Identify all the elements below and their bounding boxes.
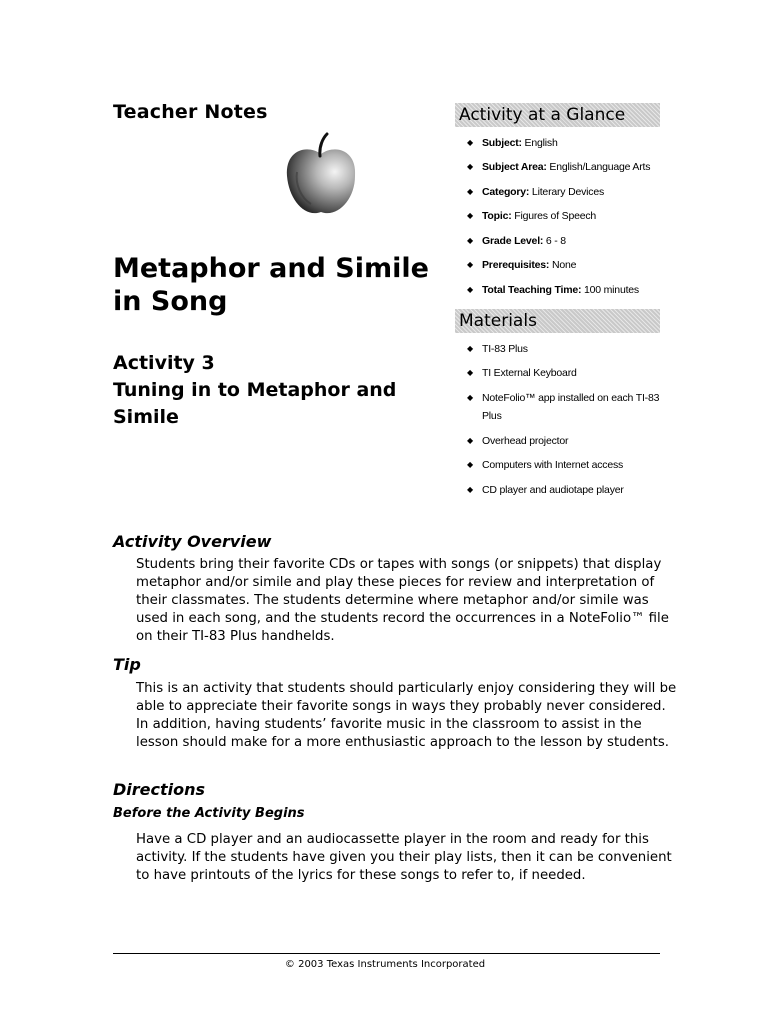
overview-body [136,556,669,646]
glance-item-label: Prerequisites: [482,259,550,271]
page-title [113,252,433,318]
diamond-bullet-icon: ◆ [467,235,473,245]
glance-item [455,134,660,152]
activity-line-2: Tuning in to Metaphor and [113,379,397,401]
diamond-bullet-icon: ◆ [467,260,473,269]
glance-item-value: 100 minutes [581,283,639,296]
materials-item-text: CD player and audiotape player [482,484,624,497]
materials-item-text: Computers with Internet access [482,459,624,472]
activity-line-3: Simile [113,406,179,428]
glance-item [455,207,660,225]
glance-item-value: 6 - 8 [543,234,566,247]
activity-line-1: Activity 3 [113,352,215,374]
glance-item-value: Literary Devices [529,185,605,198]
tip-line: In addition, having students’ favorite music in the classroom to assist in the [136,717,642,732]
glance-item [455,158,660,176]
apple-icon [283,132,359,218]
tip-line: able to appreciate their favorite songs in ways they probably never considered. [136,699,666,714]
glance-list [455,134,660,299]
materials-item-text: NoteFolio™ app installed on each TI-83 Plus [482,392,660,423]
tip-heading: Tip [113,655,141,674]
materials-item [455,432,660,450]
materials-box [455,309,660,499]
glance-item-label: Subject: [482,136,522,149]
diamond-bullet-icon: ◆ [467,211,473,220]
tip-line: lesson should make for a more enthusiastic approach to the lesson by students. [136,735,670,750]
directions-line: activity. If the students have given you their play lists, then it can be convenient [136,850,672,865]
footer-copyright [0,959,770,970]
glance-item-label: Subject Area: [482,161,547,173]
materials-item [455,389,660,425]
diamond-bullet-icon: ◆ [467,460,473,470]
tip-line: This is an activity that students should particularly enjoy considering they will be [136,681,677,696]
materials-item-text: Overhead projector [482,434,569,447]
teacher-notes-label: Teacher Notes [113,101,268,123]
diamond-bullet-icon: ◆ [467,343,473,353]
glance-item-value: Figures of Speech [511,210,597,222]
overview-line: used in each song, and the students record the occurrences in a NoteFolio™ file [136,611,669,626]
materials-item [455,364,660,382]
glance-item-label: Grade Level: [482,234,544,247]
materials-item-text: TI External Keyboard [482,367,577,380]
materials-item [455,456,660,474]
glance-item [455,183,660,201]
materials-item [455,340,660,358]
diamond-bullet-icon: ◆ [467,393,473,403]
tip-body [136,680,677,752]
diamond-bullet-icon: ◆ [467,186,473,196]
diamond-bullet-icon: ◆ [467,368,473,378]
activity-at-a-glance [455,103,660,299]
directions-line: to have printouts of the lyrics for these songs to refer to, if needed. [136,868,586,883]
copyright-text: © 2003 Texas Instruments Incorporated [284,959,486,970]
glance-item [455,232,660,250]
title-line-1: Metaphor and Simile [113,253,429,284]
glance-item [455,281,660,299]
glance-item-value: English/Language Arts [546,161,651,173]
glance-item-label: Category: [482,185,530,198]
directions-body [136,831,672,885]
glance-item-value: English [521,136,558,149]
materials-heading: Materials [455,309,660,333]
materials-item [455,481,660,499]
directions-heading: Directions [113,780,206,799]
footer-divider [113,953,660,954]
overview-line: on their TI-83 Plus handhelds. [136,629,335,644]
glance-item-label: Total Teaching Time: [482,283,582,296]
glance-item [455,256,660,274]
materials-list [455,340,660,499]
activity-title [113,350,413,431]
materials-item-text: TI-83 Plus [482,342,528,355]
title-line-2: in Song [113,286,228,317]
diamond-bullet-icon: ◆ [467,485,473,495]
overview-line: Students bring their favorite CDs or tapes with songs (or snippets) that display [136,557,662,572]
overview-line: their classmates. The students determine where metaphor and/or simile was [136,593,649,608]
overview-heading: Activity Overview [113,532,272,551]
glance-item-label: Topic: [482,210,512,222]
diamond-bullet-icon: ◆ [467,137,473,147]
diamond-bullet-icon: ◆ [467,435,473,445]
diamond-bullet-icon: ◆ [467,162,473,171]
overview-line: metaphor and/or simile and play these pieces for review and interpretation of [136,575,655,590]
diamond-bullet-icon: ◆ [467,284,473,294]
glance-heading: Activity at a Glance [455,103,660,127]
glance-item-value: None [549,259,577,271]
directions-line: Have a CD player and an audiocassette player in the room and ready for this [136,832,649,847]
directions-subheading: Before the Activity Begins [113,806,305,821]
